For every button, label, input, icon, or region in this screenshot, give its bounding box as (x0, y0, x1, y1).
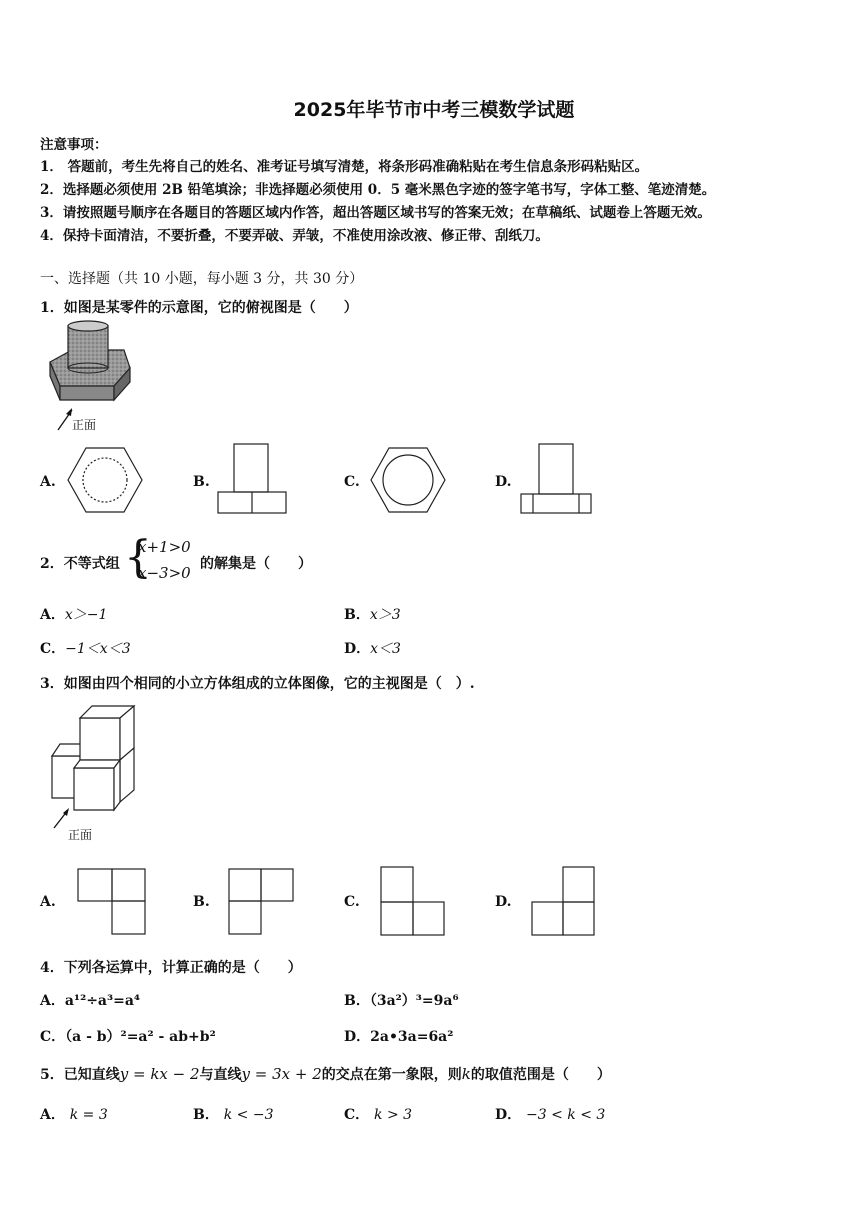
q3-option-a-label[interactable]: A. (40, 894, 56, 910)
q1-option-a-figure (66, 444, 144, 516)
question-1-stem: 1．如图是某零件的示意图，它的俯视图是（ ） (40, 300, 358, 316)
question-3-stem: 3．如图由四个相同的小立方体组成的立体图像，它的主视图是（ ）. (40, 676, 475, 692)
q2-brace: { (124, 532, 152, 583)
notice-item-2: 2．选择题必须使用 2B 铅笔填涂；非选择题必须使用 0．5 毫米黑色字迹的签字笔书写，字体工整、笔迹清楚。 (40, 182, 716, 198)
q1-option-b-label[interactable]: B. (193, 474, 210, 490)
q3-cubes-figure (46, 704, 142, 832)
q3-option-d-label[interactable]: D. (495, 894, 512, 910)
q5-option-b-label: B． (193, 1107, 219, 1123)
q5-option-d[interactable] (495, 1104, 605, 1124)
q4-option-b[interactable]: B．（3a²）³=9a⁶ (344, 993, 459, 1009)
q2-option-b-text: x＞3 (369, 607, 401, 623)
q1-option-b-figure (216, 442, 288, 516)
q3-option-d-figure (531, 866, 597, 938)
q5-option-b-text: k < −3 (223, 1107, 274, 1123)
q1-front-label: 正面 (72, 418, 97, 432)
q3-option-c-label[interactable]: C. (344, 894, 360, 910)
q1-option-d-label[interactable]: D. (495, 474, 512, 490)
q5-post: 的取值范围是（ ） (470, 1067, 611, 1083)
question-2-pre: 2．不等式组 (40, 556, 120, 572)
q2-option-a[interactable] (40, 604, 107, 624)
q1-option-c-figure (369, 444, 447, 516)
q5-option-c-text: k > 3 (374, 1107, 413, 1123)
q5-line-2: y = 3x + 2 (241, 1065, 322, 1083)
q5-option-b[interactable] (193, 1104, 273, 1124)
q2-inequality-1: x+1>0 (138, 538, 191, 556)
q2-option-d-label: D． (344, 641, 371, 657)
q2-option-c-label: C． (40, 641, 66, 657)
question-4-stem: 4．下列各运算中，计算正确的是（ ） (40, 960, 302, 976)
q5-option-d-text: −3 < k < 3 (526, 1107, 606, 1123)
q5-option-a-label: A． (40, 1107, 65, 1123)
q1-option-c-label[interactable]: C. (344, 474, 360, 490)
question-2-post: 的解集是（ ） (200, 556, 312, 572)
q3-option-b-figure (228, 868, 296, 936)
page-title: 2025年毕节市中考三模数学试题 (293, 99, 575, 121)
q2-option-a-label: A． (40, 607, 65, 623)
q1-option-a-label[interactable]: A. (40, 474, 56, 490)
q2-option-d[interactable] (344, 638, 401, 658)
q5-k: k (461, 1065, 471, 1083)
section-heading: 一、选择题（共 10 小题，每小题 3 分，共 30 分） (40, 271, 364, 287)
notice-item-3: 3．请按照题号顺序在各题目的答题区域内作答，超出答题区域书写的答案无效；在草稿纸、试题卷上答题无效。 (40, 205, 711, 221)
q5-mid2: 的交点在第一象限，则 (321, 1067, 462, 1083)
q2-option-c-text: −1＜x＜3 (65, 641, 131, 657)
q4-option-d[interactable]: D．2a•3a=6a² (344, 1029, 454, 1045)
q1-option-d-figure (519, 442, 593, 516)
q2-option-b-label: B． (344, 607, 370, 623)
q3-option-c-figure (380, 866, 446, 938)
q5-line-1: y = kx − 2 (119, 1065, 200, 1083)
q5-option-d-label: D． (495, 1107, 522, 1123)
notice-item-4: 4．保持卡面清洁，不要折叠，不要弄破、弄皱，不准使用涂改液、修正带、刮纸刀。 (40, 228, 549, 244)
notice-item-1: 1． 答题前，考生先将自己的姓名、准考证号填写清楚，将条形码准确粘贴在考生信息条形码粘贴区。 (40, 159, 649, 175)
q2-option-c[interactable] (40, 638, 131, 658)
q5-pre: 5．已知直线 (40, 1067, 120, 1083)
q2-inequality-2: x−3>0 (138, 564, 191, 582)
q3-option-a-figure (77, 868, 147, 936)
q2-option-b[interactable] (344, 604, 401, 624)
q2-option-d-text: x＜3 (370, 641, 401, 657)
q2-option-a-text: x＞−1 (64, 607, 108, 623)
q4-option-a[interactable]: A．a¹²÷a³=a⁴ (40, 993, 141, 1009)
q5-option-a-text: k = 3 (69, 1107, 108, 1123)
q5-mid: 与直线 (199, 1067, 242, 1083)
q5-option-c-label: C． (344, 1107, 370, 1123)
notice-heading: 注意事项： (40, 137, 108, 153)
q4-option-c[interactable]: C．（a - b）²=a² - ab+b² (40, 1029, 216, 1045)
q3-option-b-label[interactable]: B. (193, 894, 210, 910)
q5-option-c[interactable] (344, 1104, 412, 1124)
q3-front-label: 正面 (68, 828, 93, 842)
question-5-stem (40, 1064, 611, 1084)
q5-option-a[interactable] (40, 1104, 108, 1124)
